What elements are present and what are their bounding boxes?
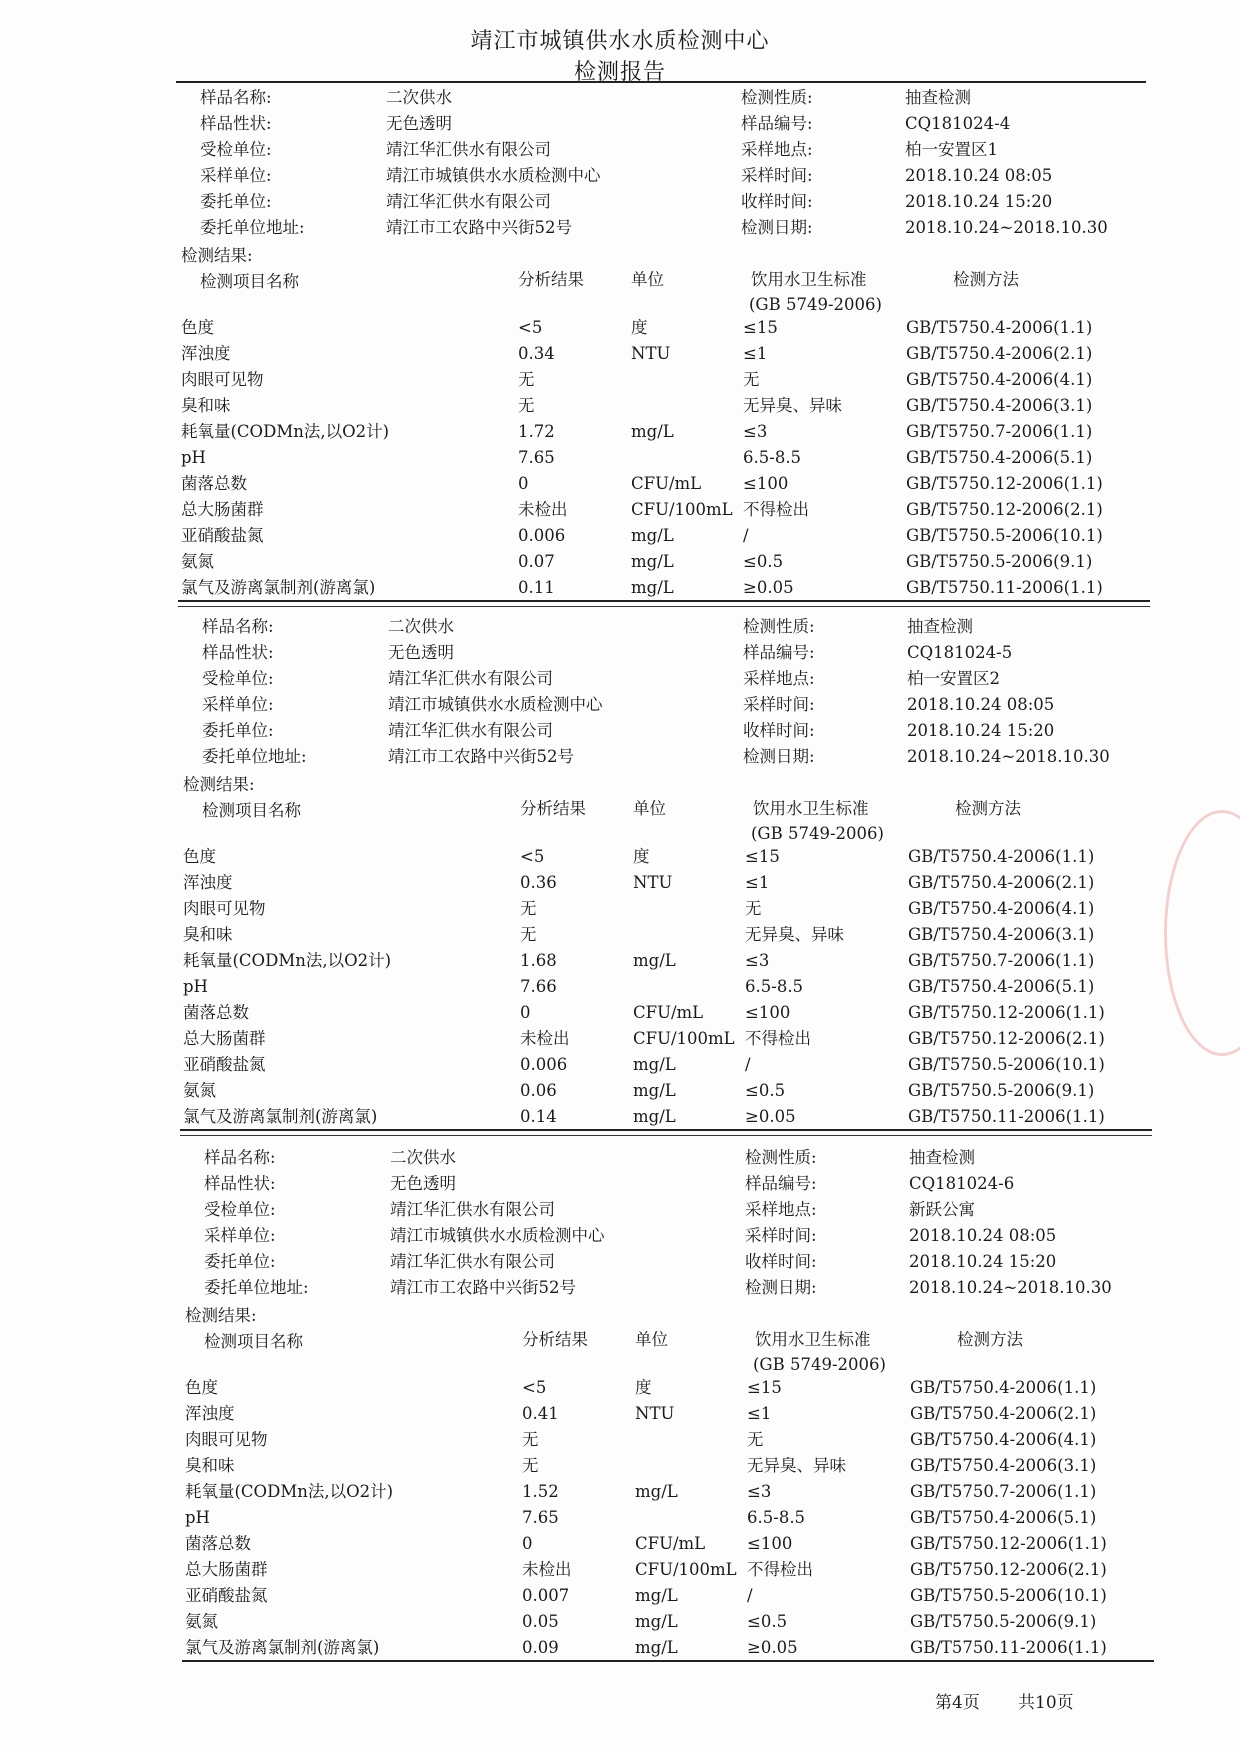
results-label: 检测结果:: [183, 775, 255, 794]
item-result mono: 0.007: [522, 1586, 570, 1605]
item-result mono: 未检出: [518, 500, 568, 519]
col-header: 单位: [635, 1330, 668, 1349]
item-method mono: GB/T5750.4-2006(3.1): [910, 1456, 1097, 1475]
field-value: 靖江市城镇供水水质检测中心: [388, 695, 603, 714]
item-unit mono: mg/L: [631, 526, 674, 545]
item-result mono: 0.34: [518, 344, 555, 363]
item-name: 总大肠菌群: [185, 1560, 268, 1579]
item-unit mono: mg/L: [633, 1055, 676, 1074]
col-header: 检测项目名称: [200, 272, 299, 291]
item-result mono: 0: [520, 1003, 531, 1022]
item-name: 亚硝酸盐氮: [183, 1055, 266, 1074]
field-value: 二次供水: [388, 617, 454, 636]
col-header: 检测项目名称: [204, 1332, 303, 1351]
item-standard: 6.5-8.5: [743, 448, 802, 467]
field-value: 靖江市城镇供水水质检测中心: [386, 166, 601, 185]
item-standard: 无: [747, 1430, 764, 1449]
item-unit mono: mg/L: [631, 422, 674, 441]
item-method mono: GB/T5750.4-2006(1.1): [906, 318, 1093, 337]
item-standard: 6.5-8.5: [745, 977, 804, 996]
item-name: pH: [181, 448, 206, 467]
field-value mono: 2018.10.24 15:20: [907, 721, 1055, 740]
item-standard: 无: [745, 899, 762, 918]
item-standard: ≥0.05: [745, 1107, 796, 1126]
field-label: 委托单位地址:: [200, 218, 305, 237]
item-unit mono: 度: [633, 847, 650, 866]
item-name: 总大肠菌群: [181, 500, 264, 519]
item-name: 总大肠菌群: [183, 1029, 266, 1048]
item-result mono: 未检出: [522, 1560, 572, 1579]
results-label: 检测结果:: [181, 246, 253, 265]
section-rule-thin: [180, 1135, 1152, 1136]
item-unit mono: mg/L: [631, 578, 674, 597]
field-value mono: 抽查检测: [907, 617, 973, 636]
item-method mono: GB/T5750.4-2006(5.1): [906, 448, 1093, 467]
section-rule: [182, 1660, 1154, 1662]
field-label: 采样地点:: [745, 1200, 817, 1219]
item-name: 色度: [183, 847, 216, 866]
section-rule: [180, 1129, 1152, 1131]
item-unit mono: mg/L: [631, 552, 674, 571]
item-method mono: GB/T5750.5-2006(10.1): [906, 526, 1103, 545]
red-stamp: [1164, 810, 1240, 1056]
item-result mono: 0: [518, 474, 529, 493]
item-unit mono: 度: [635, 1378, 652, 1397]
col-header mono: (GB 5749-2006): [751, 824, 884, 843]
item-name: 色度: [181, 318, 214, 337]
field-value: 靖江市工农路中兴街52号: [390, 1278, 576, 1297]
item-unit mono: NTU: [635, 1404, 675, 1423]
field-label: 采样单位:: [202, 695, 274, 714]
page-total: 共10页: [1018, 1693, 1074, 1713]
item-name: 肉眼可见物: [183, 899, 266, 918]
field-label: 样品名称:: [200, 88, 272, 107]
item-method mono: GB/T5750.5-2006(10.1): [908, 1055, 1105, 1074]
col-header: 检测方法: [957, 1330, 1023, 1349]
item-standard: ≤100: [747, 1534, 793, 1553]
item-result mono: 0.11: [518, 578, 555, 597]
item-standard: ≤0.5: [743, 552, 784, 571]
field-label: 检测性质:: [745, 1148, 817, 1167]
item-unit mono: mg/L: [635, 1482, 678, 1501]
item-name: 臭和味: [181, 396, 231, 415]
item-unit mono: CFU/mL: [631, 474, 702, 493]
col-header: 检测项目名称: [202, 801, 301, 820]
item-name: 色度: [185, 1378, 218, 1397]
item-unit mono: mg/L: [633, 1081, 676, 1100]
field-label: 受检单位:: [200, 140, 272, 159]
field-label: 样品性状:: [202, 643, 274, 662]
field-label: 收样时间:: [743, 721, 815, 740]
col-header mono: (GB 5749-2006): [753, 1355, 886, 1374]
item-result mono: 0.06: [520, 1081, 557, 1100]
item-standard: ≤0.5: [747, 1612, 788, 1631]
field-value mono: 2018.10.24~2018.10.30: [907, 747, 1110, 766]
field-value: 靖江华汇供水有限公司: [386, 140, 551, 159]
item-standard: ≥0.05: [743, 578, 794, 597]
field-label: 样品编号:: [741, 114, 813, 133]
item-result mono: 无: [520, 899, 537, 918]
field-value: 靖江华汇供水有限公司: [388, 721, 553, 740]
item-name: 浑浊度: [185, 1404, 235, 1423]
item-method mono: GB/T5750.4-2006(3.1): [906, 396, 1093, 415]
field-label: 样品性状:: [200, 114, 272, 133]
field-value mono: 2018.10.24 08:05: [905, 166, 1053, 185]
item-method mono: GB/T5750.11-2006(1.1): [910, 1638, 1107, 1657]
item-result mono: 无: [520, 925, 537, 944]
field-label: 样品名称:: [204, 1148, 276, 1167]
field-label: 委托单位地址:: [204, 1278, 309, 1297]
field-label: 样品名称:: [202, 617, 274, 636]
item-standard: ≤100: [743, 474, 789, 493]
item-standard: 无异臭、异味: [743, 396, 842, 415]
item-standard: ≤100: [745, 1003, 791, 1022]
item-result mono: 无: [522, 1430, 539, 1449]
item-name: 臭和味: [185, 1456, 235, 1475]
field-label: 收样时间:: [741, 192, 813, 211]
item-method mono: GB/T5750.5-2006(9.1): [908, 1081, 1095, 1100]
item-result mono: 0.05: [522, 1612, 559, 1631]
item-standard: /: [745, 1055, 751, 1074]
item-name: 菌落总数: [181, 474, 247, 493]
field-label: 收样时间:: [745, 1252, 817, 1271]
item-method mono: GB/T5750.4-2006(5.1): [908, 977, 1095, 996]
item-unit mono: CFU/100mL: [633, 1029, 735, 1048]
item-result mono: 0.006: [518, 526, 566, 545]
field-value: 无色透明: [388, 643, 454, 662]
col-header mono: (GB 5749-2006): [749, 295, 882, 314]
field-label: 采样单位:: [200, 166, 272, 185]
field-label: 委托单位:: [200, 192, 272, 211]
item-standard: 不得检出: [743, 500, 809, 519]
item-standard: ≤15: [745, 847, 780, 866]
item-method mono: GB/T5750.12-2006(1.1): [908, 1003, 1105, 1022]
col-header: 单位: [633, 799, 666, 818]
item-name: 亚硝酸盐氮: [181, 526, 264, 545]
field-value mono: 2018.10.24 08:05: [909, 1226, 1057, 1245]
item-name: 氨氮: [183, 1081, 216, 1100]
col-header: 饮用水卫生标准: [755, 1330, 871, 1349]
report-title: 靖江市城镇供水水质检测中心: [470, 29, 770, 54]
field-label: 检测性质:: [743, 617, 815, 636]
field-value mono: 2018.10.24 08:05: [907, 695, 1055, 714]
item-name: 氨氮: [185, 1612, 218, 1631]
item-standard: ≥0.05: [747, 1638, 798, 1657]
item-name: 耗氧量(CODMn法,以O2计): [181, 422, 390, 441]
field-label: 检测日期:: [743, 747, 815, 766]
field-value mono: 2018.10.24~2018.10.30: [909, 1278, 1112, 1297]
field-label: 委托单位:: [204, 1252, 276, 1271]
field-label: 样品编号:: [743, 643, 815, 662]
field-value: 无色透明: [386, 114, 452, 133]
item-unit mono: mg/L: [635, 1612, 678, 1631]
item-standard: ≤3: [747, 1482, 772, 1501]
field-value mono: 抽查检测: [909, 1148, 975, 1167]
item-method mono: GB/T5750.11-2006(1.1): [908, 1107, 1105, 1126]
field-value mono: 柏一安置区2: [907, 669, 1000, 688]
field-value: 靖江华汇供水有限公司: [390, 1200, 555, 1219]
item-result mono: 0.07: [518, 552, 555, 571]
item-result mono: <5: [518, 318, 543, 337]
item-method mono: GB/T5750.7-2006(1.1): [906, 422, 1093, 441]
item-standard: /: [747, 1586, 753, 1605]
item-result mono: 7.66: [520, 977, 557, 996]
item-name: pH: [185, 1508, 210, 1527]
item-name: 亚硝酸盐氮: [185, 1586, 268, 1605]
item-unit mono: mg/L: [633, 1107, 676, 1126]
item-standard: ≤15: [743, 318, 778, 337]
item-method mono: GB/T5750.4-2006(2.1): [910, 1404, 1097, 1423]
item-result mono: 0: [522, 1534, 533, 1553]
item-result mono: 1.52: [522, 1482, 559, 1501]
item-name: 肉眼可见物: [185, 1430, 268, 1449]
item-result mono: 未检出: [520, 1029, 570, 1048]
item-result mono: 0.09: [522, 1638, 559, 1657]
field-label: 委托单位:: [202, 721, 274, 740]
field-value: 靖江市城镇供水水质检测中心: [390, 1226, 605, 1245]
field-value: 二次供水: [390, 1148, 456, 1167]
item-method mono: GB/T5750.4-2006(4.1): [910, 1430, 1097, 1449]
field-label: 检测性质:: [741, 88, 813, 107]
item-method mono: GB/T5750.12-2006(2.1): [910, 1560, 1107, 1579]
item-result mono: <5: [522, 1378, 547, 1397]
item-name: 菌落总数: [185, 1534, 251, 1553]
col-header: 分析结果: [522, 1330, 588, 1349]
col-header: 饮用水卫生标准: [751, 270, 867, 289]
item-standard: ≤3: [743, 422, 768, 441]
field-value mono: CQ181024-4: [905, 114, 1011, 133]
item-method mono: GB/T5750.4-2006(4.1): [908, 899, 1095, 918]
field-value mono: CQ181024-6: [909, 1174, 1015, 1193]
field-label: 样品性状:: [204, 1174, 276, 1193]
item-result mono: 0.006: [520, 1055, 568, 1074]
field-value mono: CQ181024-5: [907, 643, 1013, 662]
page-number: 第4页: [935, 1693, 980, 1713]
item-name: 浑浊度: [181, 344, 231, 363]
report-subtitle: 检测报告: [573, 60, 666, 85]
item-standard: ≤1: [743, 344, 768, 363]
field-label: 采样地点:: [741, 140, 813, 159]
field-value: 靖江华汇供水有限公司: [386, 192, 551, 211]
item-result mono: 0.41: [522, 1404, 559, 1423]
field-value mono: 2018.10.24~2018.10.30: [905, 218, 1108, 237]
item-method mono: GB/T5750.12-2006(1.1): [906, 474, 1103, 493]
item-method mono: GB/T5750.4-2006(2.1): [908, 873, 1095, 892]
item-result mono: 无: [518, 396, 535, 415]
field-label: 检测日期:: [741, 218, 813, 237]
field-value: 靖江华汇供水有限公司: [390, 1252, 555, 1271]
col-header: 饮用水卫生标准: [753, 799, 869, 818]
item-unit mono: NTU: [633, 873, 673, 892]
item-unit mono: mg/L: [633, 951, 676, 970]
field-value: 无色透明: [390, 1174, 456, 1193]
item-method mono: GB/T5750.7-2006(1.1): [908, 951, 1095, 970]
field-label: 受检单位:: [202, 669, 274, 688]
header-rule: [176, 81, 1146, 83]
item-result mono: 7.65: [522, 1508, 559, 1527]
item-unit mono: CFU/100mL: [631, 500, 733, 519]
item-standard: ≤15: [747, 1378, 782, 1397]
item-result mono: 0.14: [520, 1107, 557, 1126]
item-method mono: GB/T5750.5-2006(10.1): [910, 1586, 1107, 1605]
field-value mono: 2018.10.24 15:20: [909, 1252, 1057, 1271]
item-name: 氯气及游离氯制剂(游离氯): [185, 1638, 380, 1657]
field-value: 二次供水: [386, 88, 452, 107]
results-label: 检测结果:: [185, 1306, 257, 1325]
field-label: 受检单位:: [204, 1200, 276, 1219]
item-name: 耗氧量(CODMn法,以O2计): [185, 1482, 394, 1501]
field-label: 采样时间:: [743, 695, 815, 714]
item-method mono: GB/T5750.4-2006(1.1): [910, 1378, 1097, 1397]
item-method mono: GB/T5750.4-2006(2.1): [906, 344, 1093, 363]
field-value mono: 新跃公寓: [909, 1200, 975, 1219]
field-label: 采样时间:: [741, 166, 813, 185]
col-header: 分析结果: [518, 270, 584, 289]
field-label: 样品编号:: [745, 1174, 817, 1193]
item-standard: 不得检出: [747, 1560, 813, 1579]
col-header: 分析结果: [520, 799, 586, 818]
field-value mono: 抽查检测: [905, 88, 971, 107]
item-standard: ≤1: [745, 873, 770, 892]
field-value: 靖江华汇供水有限公司: [388, 669, 553, 688]
item-method mono: GB/T5750.12-2006(1.1): [910, 1534, 1107, 1553]
item-method mono: GB/T5750.5-2006(9.1): [910, 1612, 1097, 1631]
section-rule-thin: [178, 606, 1150, 607]
col-header: 检测方法: [955, 799, 1021, 818]
item-method mono: GB/T5750.5-2006(9.1): [906, 552, 1093, 571]
item-standard: /: [743, 526, 749, 545]
item-name: 氨氮: [181, 552, 214, 571]
item-name: 氯气及游离氯制剂(游离氯): [181, 578, 376, 597]
item-standard: 无异臭、异味: [745, 925, 844, 944]
item-unit mono: CFU/mL: [633, 1003, 704, 1022]
item-method mono: GB/T5750.11-2006(1.1): [906, 578, 1103, 597]
item-name: pH: [183, 977, 208, 996]
item-unit mono: mg/L: [635, 1638, 678, 1657]
item-unit mono: CFU/mL: [635, 1534, 706, 1553]
item-result mono: <5: [520, 847, 545, 866]
field-label: 采样时间:: [745, 1226, 817, 1245]
item-unit mono: CFU/100mL: [635, 1560, 737, 1579]
item-method mono: GB/T5750.12-2006(2.1): [906, 500, 1103, 519]
field-value: 靖江市工农路中兴街52号: [388, 747, 574, 766]
col-header: 单位: [631, 270, 664, 289]
field-label: 检测日期:: [745, 1278, 817, 1297]
item-method mono: GB/T5750.4-2006(4.1): [906, 370, 1093, 389]
item-method mono: GB/T5750.7-2006(1.1): [910, 1482, 1097, 1501]
item-method mono: GB/T5750.4-2006(1.1): [908, 847, 1095, 866]
item-name: 臭和味: [183, 925, 233, 944]
item-name: 耗氧量(CODMn法,以O2计): [183, 951, 392, 970]
field-label: 采样地点:: [743, 669, 815, 688]
item-name: 肉眼可见物: [181, 370, 264, 389]
item-result mono: 7.65: [518, 448, 555, 467]
field-value mono: 2018.10.24 15:20: [905, 192, 1053, 211]
field-label: 采样单位:: [204, 1226, 276, 1245]
item-name: 菌落总数: [183, 1003, 249, 1022]
item-standard: ≤0.5: [745, 1081, 786, 1100]
item-standard: 无: [743, 370, 760, 389]
item-standard: 6.5-8.5: [747, 1508, 806, 1527]
item-method mono: GB/T5750.4-2006(5.1): [910, 1508, 1097, 1527]
item-result mono: 1.72: [518, 422, 555, 441]
item-standard: 不得检出: [745, 1029, 811, 1048]
item-name: 氯气及游离氯制剂(游离氯): [183, 1107, 378, 1126]
item-name: 浑浊度: [183, 873, 233, 892]
item-standard: ≤3: [745, 951, 770, 970]
item-result mono: 无: [522, 1456, 539, 1475]
field-value: 靖江市工农路中兴街52号: [386, 218, 572, 237]
item-method mono: GB/T5750.4-2006(3.1): [908, 925, 1095, 944]
item-unit mono: NTU: [631, 344, 671, 363]
item-unit mono: 度: [631, 318, 648, 337]
section-rule: [178, 600, 1150, 602]
item-standard: 无异臭、异味: [747, 1456, 846, 1475]
item-unit mono: mg/L: [635, 1586, 678, 1605]
item-standard: ≤1: [747, 1404, 772, 1423]
item-result mono: 0.36: [520, 873, 557, 892]
item-result mono: 无: [518, 370, 535, 389]
field-label: 委托单位地址:: [202, 747, 307, 766]
field-value mono: 柏一安置区1: [905, 140, 998, 159]
item-method mono: GB/T5750.12-2006(2.1): [908, 1029, 1105, 1048]
item-result mono: 1.68: [520, 951, 557, 970]
col-header: 检测方法: [953, 270, 1019, 289]
